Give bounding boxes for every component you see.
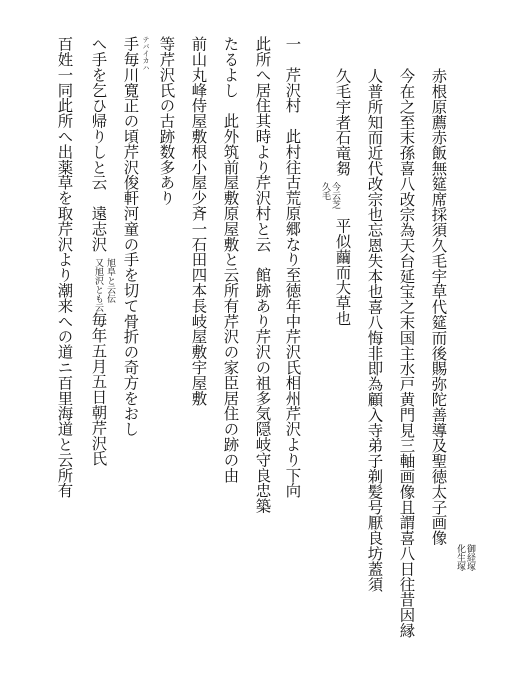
text-column-11: へ手を乞ひ帰りしと云 遠志沢: [89, 36, 108, 252]
note-kyokusawa: 又旭沢とも云: [93, 258, 103, 312]
note-imaiu: 今云芝: [330, 182, 340, 209]
note-keshozuka: 化生塚: [455, 544, 465, 571]
text-column-2: 今在之至末孫喜八改宗為天台延宝之末国主水戸黄門見三軸画像且謂喜八日往昔因縁: [397, 68, 416, 638]
text-column-7: たるよし 此外筑前屋敷原屋敷と云所有芹沢の家臣居住の跡の由: [221, 36, 240, 483]
text-column-9: 等芹沢氏の古跡数多あり: [157, 36, 176, 206]
text-column-6: 此所へ居住其時より芹沢村と云 館跡あり芹沢の祖多気隠岐守良忠築: [253, 36, 272, 514]
text-column-12: 百姓一同此所へ出薬草を取芹沢より潮来への道ニ百里海道と云所有: [55, 36, 74, 498]
ruby-tegawa: テバイカハ: [142, 36, 150, 71]
text-column-4: 久毛宇者石竜芻: [333, 68, 352, 176]
text-column-4b: 平似繭而大草也: [333, 218, 352, 326]
note-kyofu: 旭阜と云伝: [105, 258, 115, 303]
text-column-8: 前山丸峰侍屋敷根小屋少斉一石田四本長岐屋敷宇屋敷: [189, 36, 208, 406]
text-column-1: 赤根原薦赤飯無筵席採須久毛宇草代筵而後賜弥陀善導及聖徳太子画像: [429, 68, 448, 546]
text-column-3: 人普所知而近代改宗也忘恩失本也喜八悔非即為顧入寺弟子剃髪号厭良坊蓋須: [365, 68, 384, 592]
text-column-10: 手毎川寛正の頃芹沢俊軒河童の手を切て骨折の奇方をおし: [121, 36, 140, 437]
note-kumo: 久毛: [320, 182, 330, 200]
text-column-11b: 毎年五月五日朝芹沢氏: [89, 312, 108, 466]
note-okyozuka: 御経塚: [465, 544, 475, 571]
text-column-5: 一 芹沢村 此村往古荒原郷なり至徳年中芹沢氏相州芹沢より下向: [283, 36, 302, 498]
